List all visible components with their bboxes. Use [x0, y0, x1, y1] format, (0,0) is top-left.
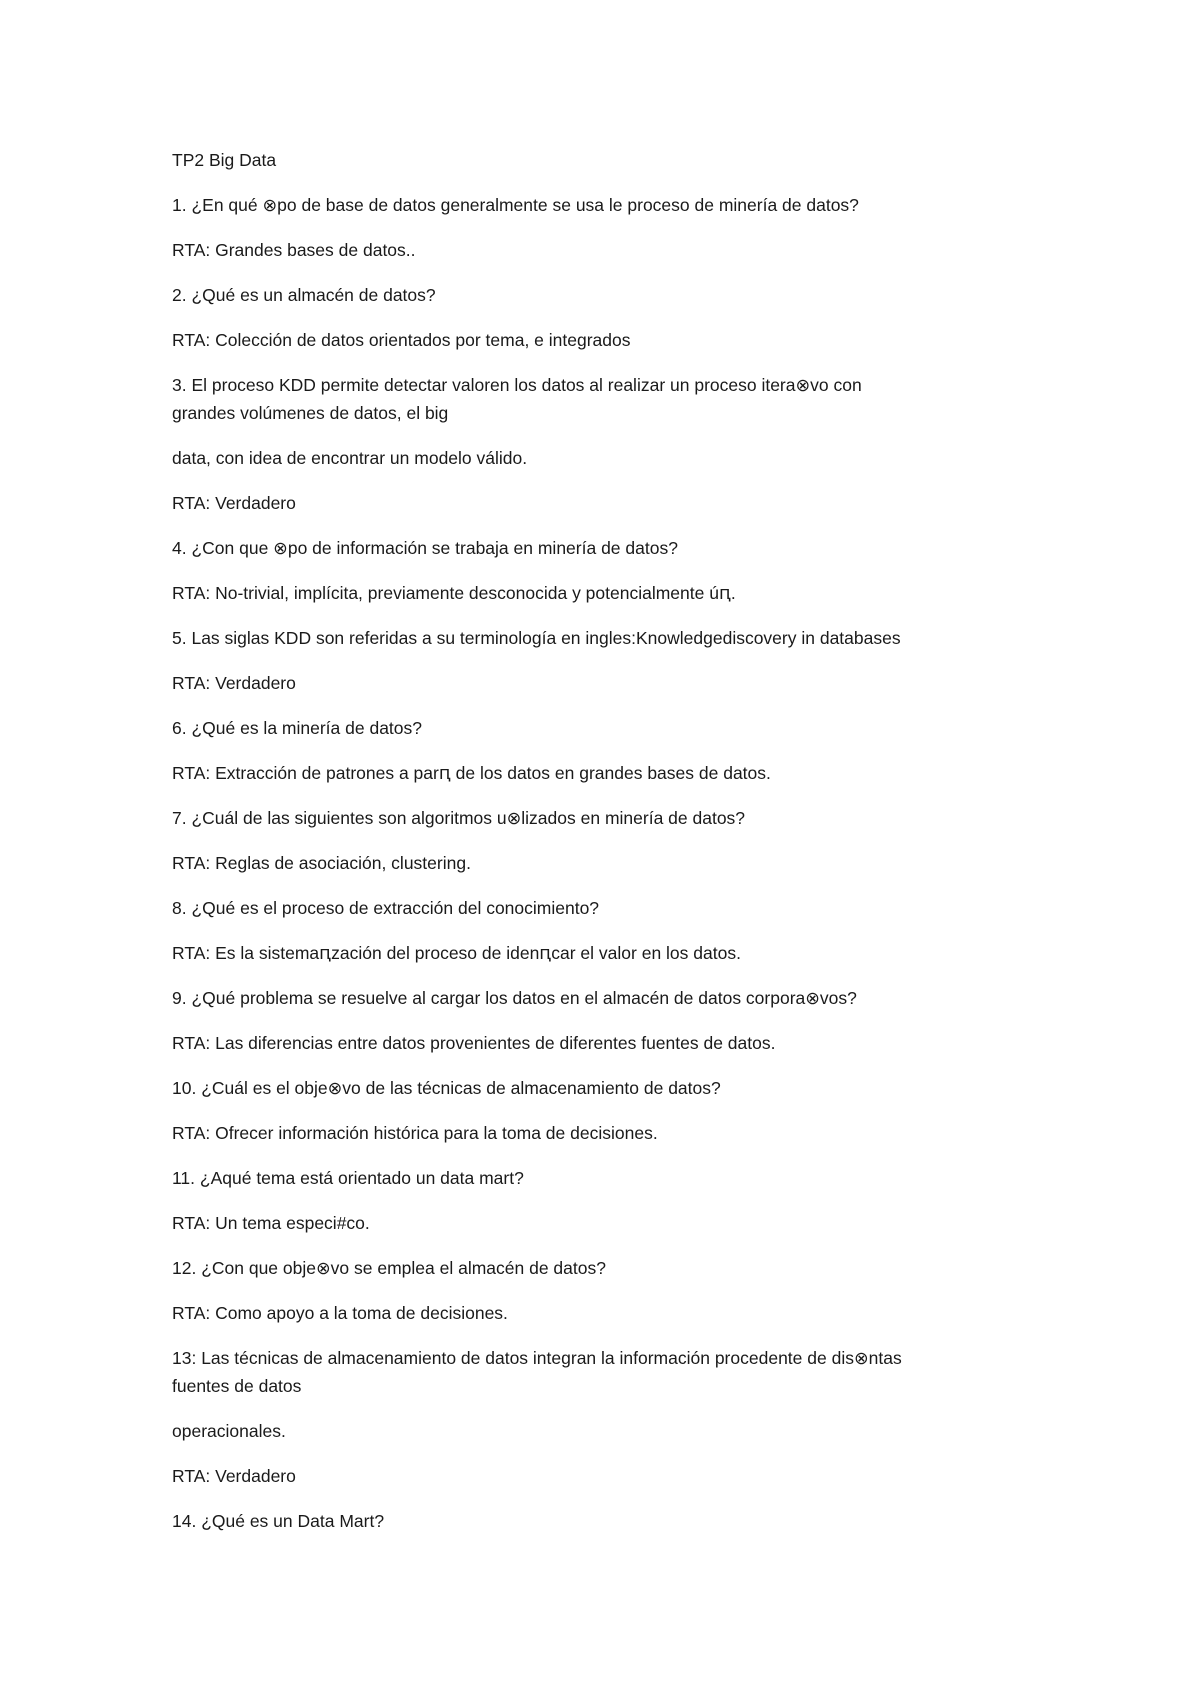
text-line: RTA: Grandes bases de datos.. — [172, 240, 416, 260]
question-10 — [172, 1074, 1052, 1102]
question-1 — [172, 191, 1052, 219]
answer-5 — [172, 669, 1052, 697]
text-line: RTA: Extracción de patrones a parԥ de los datos en grandes bases de datos. — [172, 763, 771, 783]
text-line: operacionales. — [172, 1421, 286, 1441]
text-line: 2. ¿Qué es un almacén de datos? — [172, 285, 436, 305]
text-line: RTA: Reglas de asociación, clustering. — [172, 853, 471, 873]
text-line: 6. ¿Qué es la minería de datos? — [172, 718, 422, 738]
text-line: RTA: Ofrecer información histórica para la toma de decisiones. — [172, 1123, 658, 1143]
text-line: 14. ¿Qué es un Data Mart? — [172, 1511, 385, 1531]
question-9 — [172, 984, 1052, 1012]
text-line: RTA: Verdadero — [172, 1466, 296, 1486]
text-line: RTA: Colección de datos orientados por tema, e integrados — [172, 330, 631, 350]
text-line: 10. ¿Cuál es el obje⊗vo de las técnicas de almacenamiento de datos? — [172, 1078, 721, 1098]
answer-12 — [172, 1299, 1052, 1327]
answer-1 — [172, 236, 1052, 264]
text-line: 13: Las técnicas de almacenamiento de datos integran la información procedente de dis⊗ntas — [172, 1348, 902, 1368]
text-line: 7. ¿Cuál de las siguientes son algoritmos u⊗lizados en minería de datos? — [172, 808, 746, 828]
text-line: RTA: Verdadero — [172, 673, 296, 693]
answer-10 — [172, 1119, 1052, 1147]
question-6 — [172, 714, 1052, 742]
text-line: fuentes de datos — [172, 1376, 302, 1396]
question-5 — [172, 624, 1052, 652]
question-12 — [172, 1254, 1052, 1282]
question-8 — [172, 894, 1052, 922]
text-line: 3. El proceso KDD permite detectar valoren los datos al realizar un proceso itera⊗vo con — [172, 375, 862, 395]
question-4 — [172, 534, 1052, 562]
document-body — [172, 146, 1052, 1552]
answer-2 — [172, 326, 1052, 354]
text-line: RTA: Es la sistemaԥzación del proceso de idenԥcar el valor en los datos. — [172, 943, 741, 963]
question-2 — [172, 281, 1052, 309]
text-line: RTA: Verdadero — [172, 493, 296, 513]
text-line: 12. ¿Con que obje⊗vo se emplea el almacén de datos? — [172, 1258, 606, 1278]
text-line: 1. ¿En qué ⊗po de base de datos generalmente se usa le proceso de minería de datos? — [172, 195, 859, 215]
text-line: 8. ¿Qué es el proceso de extracción del conocimiento? — [172, 898, 600, 918]
text-line: RTA: No-trivial, implícita, previamente desconocida y potencialmente úԥ. — [172, 583, 736, 603]
question-3 — [172, 371, 1052, 427]
answer-4 — [172, 579, 1052, 607]
question-11 — [172, 1164, 1052, 1192]
question-13-continued — [172, 1417, 1052, 1445]
text-line: 9. ¿Qué problema se resuelve al cargar los datos en el almacén de datos corpora⊗vos? — [172, 988, 857, 1008]
question-14 — [172, 1507, 1052, 1535]
answer-3 — [172, 489, 1052, 517]
answer-6 — [172, 759, 1052, 787]
answer-8 — [172, 939, 1052, 967]
question-7 — [172, 804, 1052, 832]
text-line: RTA: Las diferencias entre datos provenientes de diferentes fuentes de datos. — [172, 1033, 776, 1053]
text-line: data, con idea de encontrar un modelo válido. — [172, 448, 528, 468]
text-line: RTA: Un tema especi#co. — [172, 1213, 370, 1233]
document-title: TP2 Big Data — [172, 150, 277, 170]
text-line: 5. Las siglas KDD son referidas a su terminología en ingles:Knowledgediscovery in databases — [172, 628, 901, 648]
text-line: 4. ¿Con que ⊗po de información se trabaja en minería de datos? — [172, 538, 678, 558]
text-line: RTA: Como apoyo a la toma de decisiones. — [172, 1303, 508, 1323]
answer-11 — [172, 1209, 1052, 1237]
answer-7 — [172, 849, 1052, 877]
question-13 — [172, 1344, 1052, 1400]
text-line: 11. ¿Aqué tema está orientado un data mart? — [172, 1168, 524, 1188]
answer-9 — [172, 1029, 1052, 1057]
text-line: grandes volúmenes de datos, el big — [172, 403, 449, 423]
question-3-continued — [172, 444, 1052, 472]
answer-13 — [172, 1462, 1052, 1490]
